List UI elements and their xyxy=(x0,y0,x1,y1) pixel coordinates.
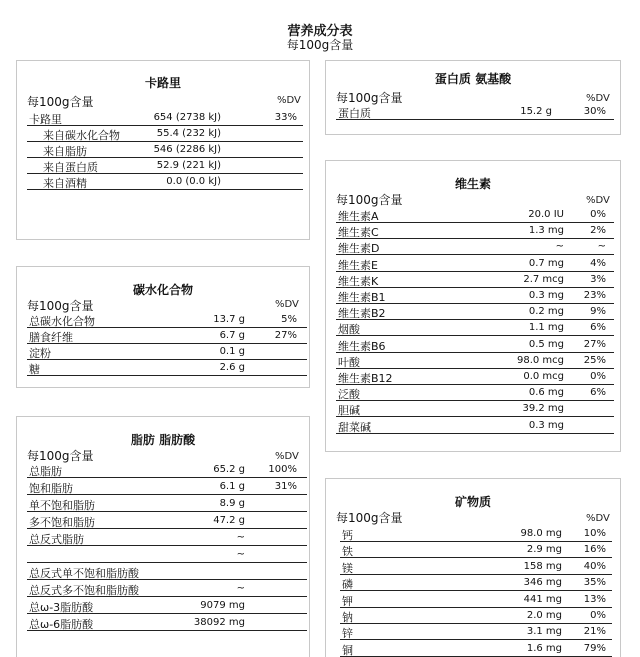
nutrient-name: 叶酸 xyxy=(338,355,360,369)
calories-row xyxy=(27,110,303,126)
nutrient-name: 总碳水化合物 xyxy=(29,315,95,328)
vitamins-row xyxy=(336,288,614,304)
nutrient-name: 总反式多不饱和脂肪酸 xyxy=(29,584,139,597)
nutrient-amount: 0.1 g xyxy=(219,346,245,357)
fats-row xyxy=(27,513,307,529)
carbs-panel xyxy=(16,266,310,388)
nutrient-name: 维生素B2 xyxy=(338,307,386,321)
vitamins-row xyxy=(336,256,614,272)
calories-row xyxy=(27,126,303,142)
nutrient-dv: 9% xyxy=(590,306,606,318)
nutrient-name: 总反式脂肪 xyxy=(29,533,84,546)
fats-row xyxy=(27,547,307,563)
nutrient-dv: 0% xyxy=(590,209,606,220)
vitamins-row xyxy=(336,207,614,223)
nutrient-name: 饱和脂肪 xyxy=(29,482,73,495)
nutrient-amount: 1.6 mg xyxy=(526,642,562,654)
nutrient-amount: 55.4 (232 kJ) xyxy=(156,128,221,139)
vitamins-title: 维生素 xyxy=(454,177,491,191)
nutrient-dv: 33% xyxy=(274,112,297,123)
calories-panel xyxy=(16,60,310,240)
nutrient-amount: 1.3 mg xyxy=(528,225,564,237)
nutrient-dv: 6% xyxy=(590,387,606,399)
minerals-row xyxy=(340,592,612,608)
nutrient-amount: 158 mg xyxy=(523,560,562,572)
fats-row xyxy=(27,462,307,478)
vitamins-per-label: 每100g含量 xyxy=(336,193,403,207)
nutrient-amount: 0.2 mg xyxy=(528,306,564,318)
fats-title: 脂肪 脂肪酸 xyxy=(130,433,196,447)
nutrient-name: 钠 xyxy=(342,611,353,624)
nutrient-dv: 35% xyxy=(583,577,606,589)
nutrient-amount: 6.1 g xyxy=(219,481,245,492)
calories-per-label: 每100g含量 xyxy=(27,95,94,109)
vitamins-row xyxy=(336,320,614,336)
nutrient-amount: 0.3 mg xyxy=(528,419,564,431)
nutrient-amount: 3.1 mg xyxy=(526,626,562,638)
nutrient-name: 膳食纤维 xyxy=(29,331,73,344)
vitamins-row xyxy=(336,418,614,434)
fats-row xyxy=(27,598,307,614)
nutrient-dv: 6% xyxy=(590,322,606,334)
fats-row xyxy=(27,581,307,597)
carbs-title: 碳水化合物 xyxy=(132,283,193,297)
nutrient-amount: 38092 mg xyxy=(193,617,245,628)
carbs-row xyxy=(27,312,307,328)
nutrient-amount: 654 (2738 kJ) xyxy=(153,112,221,123)
nutrient-amount: 9079 mg xyxy=(200,600,245,611)
nutrient-name: 维生素A xyxy=(338,210,379,223)
nutrient-dv: 27% xyxy=(274,330,297,341)
minerals-row xyxy=(340,624,612,640)
nutrient-amount: 52.9 (221 kJ) xyxy=(156,160,221,171)
nutrient-name: 铜 xyxy=(342,643,353,657)
nutrient-name: 蛋白质 xyxy=(338,107,371,120)
minerals-row xyxy=(340,542,612,558)
minerals-per-label: 每100g含量 xyxy=(336,511,403,525)
fats-row xyxy=(27,479,307,495)
nutrient-amount: ~ xyxy=(236,532,245,543)
fats-row xyxy=(27,615,307,631)
nutrient-amount: 98.0 mg xyxy=(520,528,562,539)
nutrient-name: 多不饱和脂肪 xyxy=(29,516,95,529)
nutrient-amount: 0.3 mg xyxy=(528,290,564,301)
nutrient-name: 维生素B1 xyxy=(338,291,386,304)
nutrient-name: 维生素K xyxy=(338,274,379,288)
minerals-dv-header: %DV xyxy=(586,513,610,524)
nutrient-amount: ~ xyxy=(236,549,245,560)
protein-panel xyxy=(325,60,621,135)
nutrient-amount: 13.7 g xyxy=(213,314,245,325)
nutrient-name: 总反式单不饱和脂肪酸 xyxy=(29,567,139,580)
nutrient-amount: 2.9 mg xyxy=(526,544,562,556)
calories-row xyxy=(27,174,303,190)
nutrient-name: 锌 xyxy=(342,627,353,641)
protein-per-label: 每100g含量 xyxy=(336,91,403,105)
nutrient-name: 总脂肪 xyxy=(29,465,62,478)
nutrient-dv: 40% xyxy=(583,560,606,572)
nutrient-name: 泛酸 xyxy=(338,388,360,402)
nutrient-dv: 21% xyxy=(583,626,606,638)
calories-title: 卡路里 xyxy=(144,76,181,90)
nutrient-name: 钾 xyxy=(342,594,353,608)
fats-dv-header: %DV xyxy=(275,451,299,462)
nutrient-amount: 441 mg xyxy=(523,593,562,605)
nutrient-name: 总ω-3脂肪酸 xyxy=(29,601,94,614)
nutrient-amount: 98.0 mcg xyxy=(516,354,564,366)
vitamins-row xyxy=(336,353,614,369)
fats-panel xyxy=(16,416,310,657)
nutrient-name: 维生素D xyxy=(338,242,380,256)
nutrient-amount: 47.2 g xyxy=(213,515,245,526)
nutrient-name: 维生素B12 xyxy=(338,372,393,385)
nutrient-amount: 8.9 g xyxy=(219,498,245,509)
minerals-panel xyxy=(325,478,621,657)
vitamins-row xyxy=(336,401,614,417)
nutrient-amount: 20.0 IU xyxy=(528,209,564,220)
nutrient-name: 来自脂肪 xyxy=(43,145,87,158)
nutrient-dv: 0% xyxy=(590,371,606,382)
nutrient-name: 总ω-6脂肪酸 xyxy=(29,618,94,631)
vitamins-row xyxy=(336,272,614,288)
page-subtitle: 每100g含量 xyxy=(286,38,354,52)
vitamins-row xyxy=(336,239,614,255)
nutrient-dv: ~ xyxy=(597,241,606,253)
fats-per-label: 每100g含量 xyxy=(27,449,94,463)
minerals-title: 矿物质 xyxy=(454,495,491,509)
vitamins-panel xyxy=(325,160,621,452)
nutrient-amount: 2.7 mcg xyxy=(523,273,564,285)
nutrient-name: 来自碳水化合物 xyxy=(43,129,120,142)
nutrient-amount: 39.2 mg xyxy=(522,403,564,415)
nutrient-amount: 2.6 g xyxy=(219,362,245,373)
vitamins-row xyxy=(336,369,614,385)
nutrient-amount: ~ xyxy=(236,583,245,594)
vitamins-row xyxy=(336,385,614,401)
nutrient-dv: 13% xyxy=(583,593,606,605)
minerals-row xyxy=(340,526,612,542)
fats-row xyxy=(27,530,307,546)
nutrient-dv: 5% xyxy=(281,314,297,325)
nutrient-name: 卡路里 xyxy=(29,113,62,126)
nutrient-dv: 31% xyxy=(274,481,297,492)
protein-row xyxy=(336,104,614,120)
nutrient-amount: 6.7 g xyxy=(219,330,245,341)
nutrient-name: 淀粉 xyxy=(29,347,51,360)
page-title: 营养成分表 xyxy=(287,24,353,39)
nutrient-name: 钙 xyxy=(342,529,353,542)
nutrient-name: 来自酒精 xyxy=(43,177,87,190)
calories-row xyxy=(27,142,303,158)
carbs-per-label: 每100g含量 xyxy=(27,299,94,313)
fats-row xyxy=(27,496,307,512)
nutrient-dv: 3% xyxy=(590,273,606,285)
nutrient-amount: 2.0 mg xyxy=(526,610,562,621)
nutrient-name: 磷 xyxy=(342,578,353,592)
minerals-row xyxy=(340,641,612,657)
nutrient-amount: 1.1 mg xyxy=(528,322,564,334)
nutrient-name: 甜菜碱 xyxy=(338,420,371,434)
nutrient-dv: 10% xyxy=(583,528,606,539)
carbs-row xyxy=(27,328,307,344)
carbs-row xyxy=(27,360,307,376)
nutrient-dv: 2% xyxy=(590,225,606,237)
carbs-dv-header: %DV xyxy=(275,299,299,310)
nutrient-amount: 546 (2286 kJ) xyxy=(153,144,221,155)
nutrient-dv: 30% xyxy=(583,106,606,117)
nutrient-amount: 0.0 (0.0 kJ) xyxy=(166,176,221,187)
nutrient-amount: 0.5 mg xyxy=(528,338,564,350)
fats-row xyxy=(27,564,307,580)
vitamins-row xyxy=(336,223,614,239)
nutrient-dv: 25% xyxy=(583,354,606,366)
protein-dv-header: %DV xyxy=(586,93,610,104)
minerals-row xyxy=(340,575,612,591)
calories-dv-header: %DV xyxy=(277,95,301,106)
nutrient-amount: 0.7 mg xyxy=(528,257,564,269)
minerals-row xyxy=(340,559,612,575)
nutrient-name: 维生素B6 xyxy=(338,339,386,353)
vitamins-row xyxy=(336,304,614,320)
nutrient-name: 镁 xyxy=(342,561,353,575)
nutrient-dv: 79% xyxy=(583,642,606,654)
nutrient-amount: 0.0 mcg xyxy=(523,371,564,382)
vitamins-dv-header: %DV xyxy=(586,195,610,206)
nutrient-amount: 346 mg xyxy=(523,577,562,589)
nutrient-name: 烟酸 xyxy=(338,323,360,337)
calories-row xyxy=(27,158,303,174)
protein-title: 蛋白质 氨基酸 xyxy=(434,72,512,86)
nutrient-dv: 27% xyxy=(583,338,606,350)
nutrient-name: 来自蛋白质 xyxy=(43,161,98,174)
carbs-row xyxy=(27,344,307,360)
nutrient-dv: 23% xyxy=(583,290,606,301)
nutrient-name: 维生素E xyxy=(338,258,378,272)
nutrient-name: 单不饱和脂肪 xyxy=(29,499,95,512)
vitamins-row xyxy=(336,337,614,353)
nutrient-name: 维生素C xyxy=(338,226,379,240)
nutrient-dv: 0% xyxy=(590,610,606,621)
nutrient-name: 胆碱 xyxy=(338,404,360,418)
nutrient-amount: 15.2 g xyxy=(520,106,552,117)
nutrient-dv: 100% xyxy=(268,464,297,475)
nutrient-amount: ~ xyxy=(555,241,564,253)
nutrient-dv: 16% xyxy=(583,544,606,556)
nutrient-dv: 4% xyxy=(590,257,606,269)
nutrient-amount: 0.6 mg xyxy=(528,387,564,399)
nutrient-amount: 65.2 g xyxy=(213,464,245,475)
nutrient-name: 铁 xyxy=(342,545,353,559)
minerals-row xyxy=(340,608,612,624)
nutrient-name: 糖 xyxy=(29,363,40,376)
